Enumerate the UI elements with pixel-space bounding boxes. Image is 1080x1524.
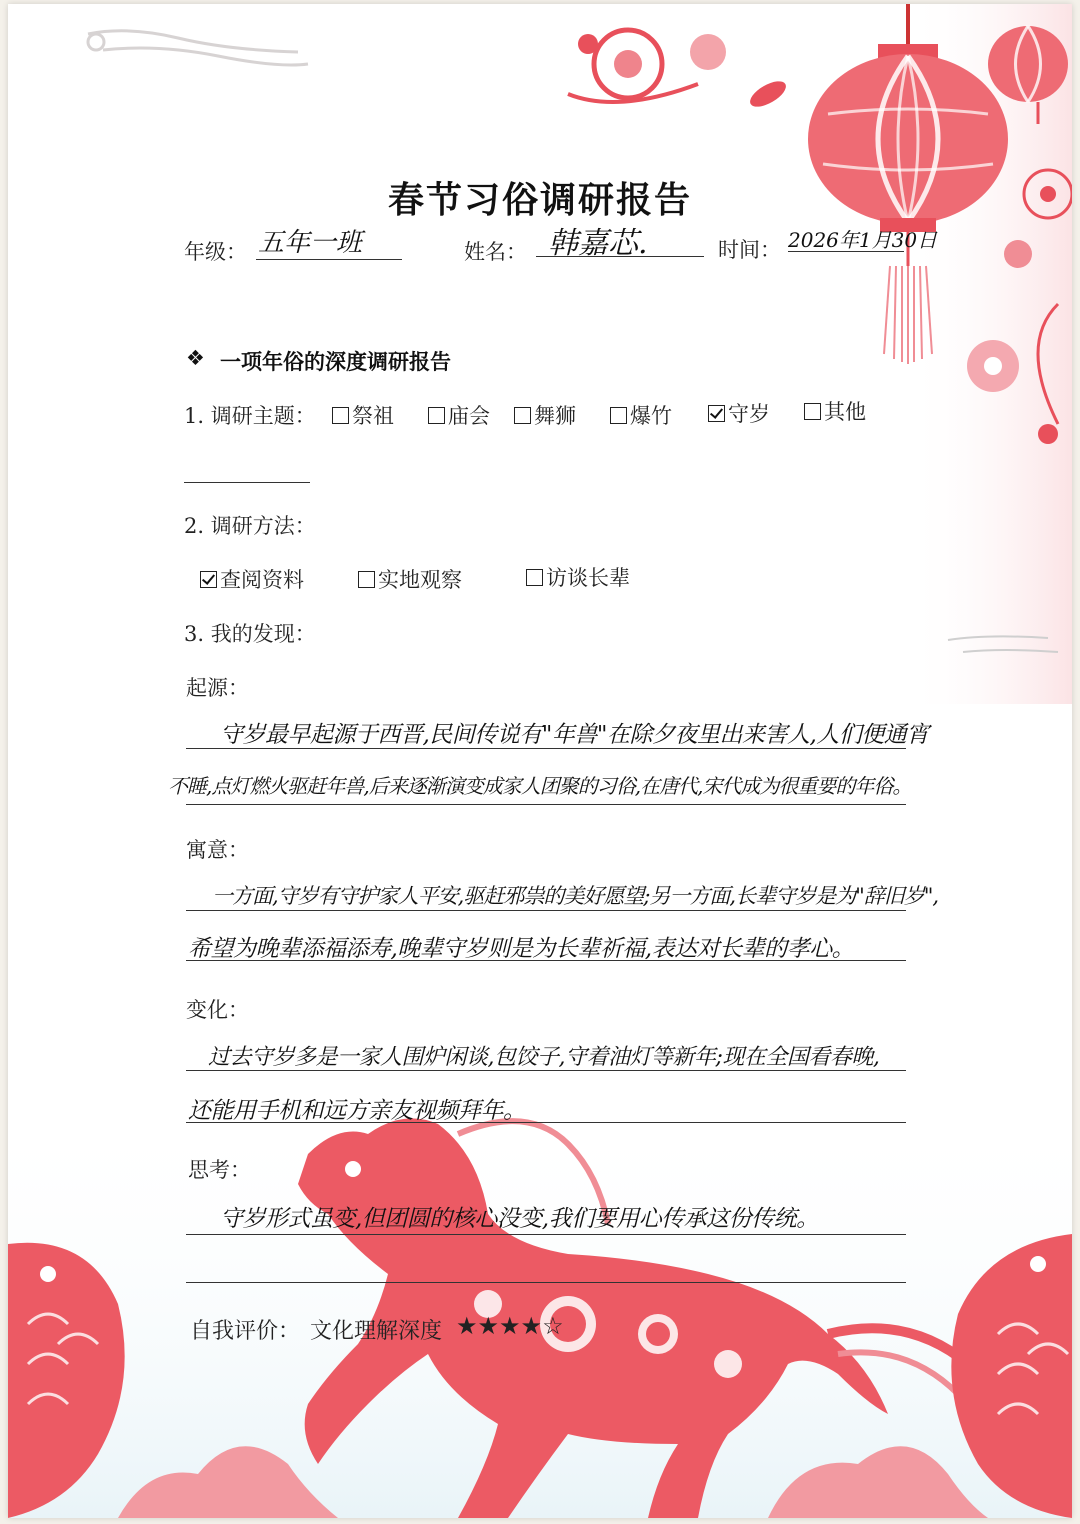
thinking-underline-2: [186, 1282, 906, 1283]
change-line-2: 还能用手机和远方亲友视频拜年。: [188, 1098, 526, 1124]
thinking-label: 思考：: [188, 1158, 251, 1182]
meaning-label: 寓意：: [186, 838, 249, 862]
meaning-underline-2: [186, 960, 906, 961]
checkbox[interactable]: [526, 569, 543, 586]
section-bullet-icon: ❖: [186, 346, 205, 370]
topic-label: 1. 调研主题：: [184, 404, 316, 428]
thinking-line-1: 守岁形式虽变,但团圆的核心没变,我们要用心传承这份传统。: [220, 1206, 819, 1232]
report-sheet: [8, 4, 1072, 1518]
checkbox[interactable]: [332, 407, 349, 424]
meaning-line-1: 一方面,守岁有守护家人平安,驱赶邪祟的美好愿望;另一方面,长辈守岁是为"辞旧岁",: [212, 884, 939, 908]
date-label: 时间：: [718, 238, 781, 262]
checkbox[interactable]: [804, 403, 821, 420]
checkbox-checked[interactable]: [200, 571, 217, 588]
thinking-underline-1: [186, 1234, 906, 1235]
method-label: 2. 调研方法：: [184, 514, 316, 538]
topic-option-jizu[interactable]: 祭祖: [332, 400, 394, 430]
checkbox[interactable]: [358, 571, 375, 588]
star-rating: ★★★★☆: [456, 1312, 564, 1340]
origin-label: 起源：: [186, 676, 249, 700]
topic-option-baozhu[interactable]: 爆竹: [610, 400, 672, 430]
date-underline: [788, 251, 904, 252]
origin-line-1: 守岁最早起源于西晋,民间传说有"年兽"在除夕夜里出来害人,人们便通宵: [220, 722, 929, 748]
method-option-shidi[interactable]: 实地观察: [358, 564, 462, 594]
origin-underline-1: [186, 748, 906, 749]
grade-value: 五年一班: [258, 228, 363, 258]
other-blank-underline[interactable]: [184, 482, 310, 483]
name-label: 姓名：: [464, 240, 527, 264]
change-underline-2: [186, 1122, 906, 1123]
method-option-chayue[interactable]: 查阅资料: [200, 564, 304, 594]
topic-option-wushi[interactable]: 舞狮: [514, 400, 576, 430]
date-value: 2026年1月30日: [788, 228, 938, 252]
grade-label: 年级：: [184, 240, 247, 264]
checkbox[interactable]: [428, 407, 445, 424]
report-title: 春节习俗调研报告: [387, 179, 692, 221]
change-label: 变化：: [186, 998, 249, 1022]
meaning-underline-1: [186, 910, 906, 911]
topic-option-other[interactable]: 其他: [804, 396, 866, 426]
self-eval-item: 文化理解深度: [310, 1319, 443, 1344]
name-value: 韩嘉芯.: [548, 226, 648, 261]
checkbox-checked[interactable]: [708, 405, 725, 422]
change-underline-1: [186, 1070, 906, 1071]
change-line-1: 过去守岁多是一家人围炉闲谈,包饺子,守着油灯等新年;现在全国看春晚,: [208, 1045, 880, 1070]
self-eval-label: 自我评价：: [190, 1319, 301, 1344]
cloud-swirl-icon: [88, 31, 308, 65]
checkbox[interactable]: [514, 407, 531, 424]
topic-option-shousui[interactable]: 守岁: [708, 398, 770, 428]
origin-underline-2: [186, 804, 906, 805]
name-underline: [536, 256, 704, 257]
meaning-line-2: 希望为晚辈添福添寿,晚辈守岁则是为长辈祈福,表达对长辈的孝心。: [188, 936, 855, 962]
section-heading: 一项年俗的深度调研报告: [220, 350, 451, 374]
checkbox[interactable]: [610, 407, 627, 424]
method-option-fangtan[interactable]: 访谈长辈: [526, 562, 630, 592]
findings-label: 3. 我的发现：: [184, 622, 316, 646]
flower-branch-icon: [568, 30, 790, 112]
origin-line-2: 不睡,点灯燃火驱赶年兽,后来逐渐演变成家人团聚的习俗,在唐代,宋代成为很重要的年俗。: [168, 774, 912, 798]
topic-option-miaohui[interactable]: 庙会: [428, 400, 490, 430]
grade-underline: [256, 259, 402, 260]
